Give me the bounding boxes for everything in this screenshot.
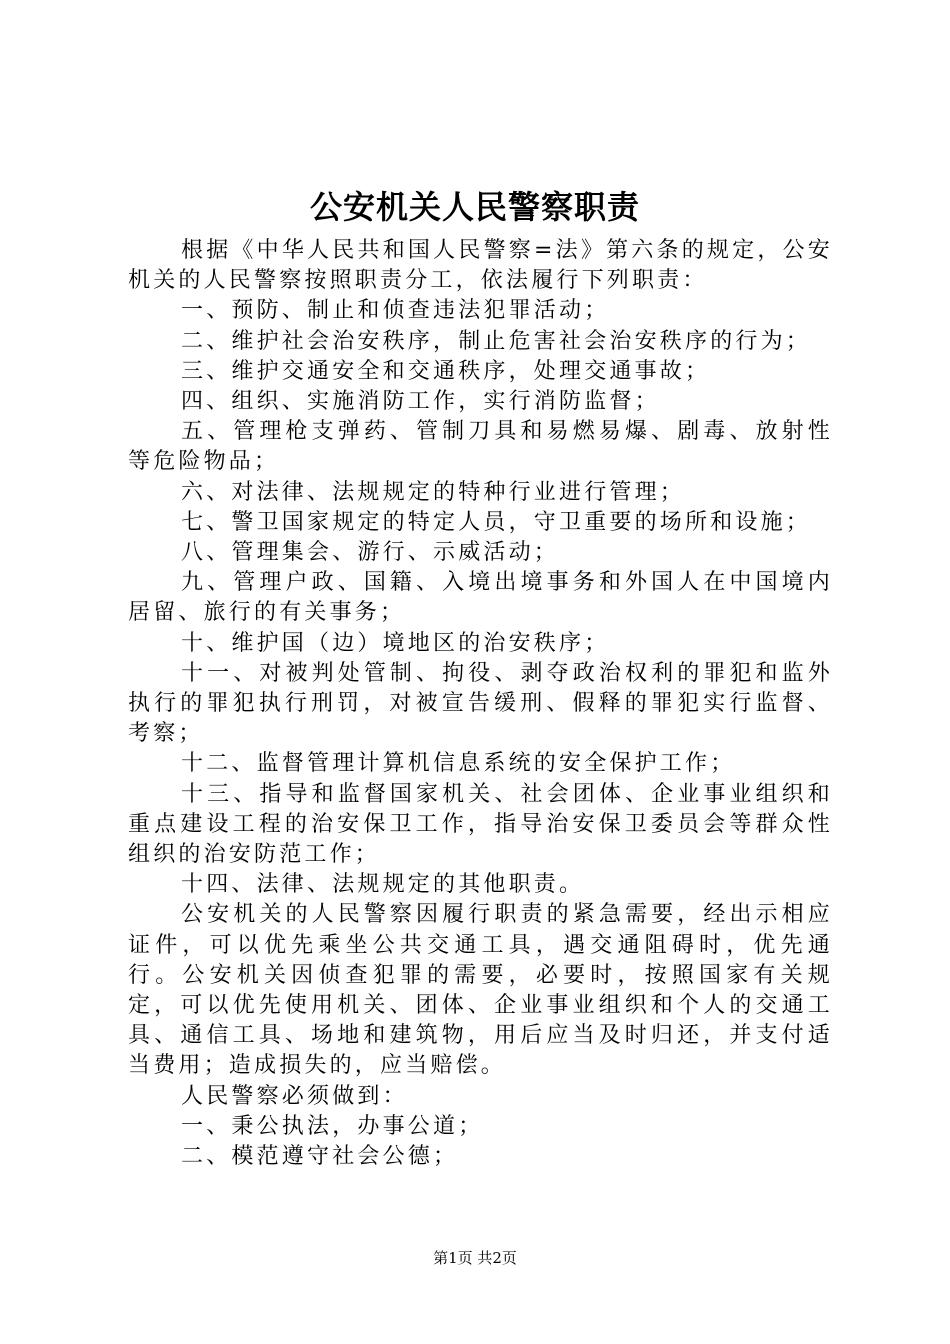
duty-item-1: 一、预防、制止和侦查违法犯罪活动；: [181, 298, 610, 324]
paragraph-intro: 根据《中华人民共和国人民警察=法》第六条的规定，公安机关的人民警察按照职责分工，依法履行下列职责：: [128, 238, 833, 294]
duty-item-9: 九、管理户政、国籍、入境出境事务和外国人在中国境内居留、旅行的有关事务；: [128, 570, 833, 626]
duty-item-11: 十一、对被判处管制、拘役、剥夺政治权利的罪犯和监外执行的罪犯执行刑罚，对被宣告缓刑、假释的罪犯实行监督、考察；: [128, 660, 833, 747]
document-title: 公安机关人民警察职责: [309, 188, 640, 226]
duty-item-3: 三、维护交通安全和交通秩序，处理交通事故；: [181, 358, 711, 384]
duty-item-7: 七、警卫国家规定的特定人员，守卫重要的场所和设施；: [181, 509, 812, 535]
duty-item-4: 四、组织、实施消防工作，实行消防监督；: [181, 389, 660, 415]
duty-item-2: 二、维护社会治安秩序，制止危害社会治安秩序的行为；: [181, 328, 812, 354]
paragraph-priority-rights: 公安机关的人民警察因履行职责的紧急需要，经出示相应证件，可以优先乘坐公共交通工具，遇交通阻碍时，优先通行。公安机关因侦查犯罪的需要，必要时，按照国家有关规定，可以优先使用机关、团体、企业事业组织和个人的交通工具、通信工具、场地和建筑物，用后应当及时归还，并支付适当费用；造成损失的，应当赔偿。: [128, 902, 833, 1079]
duty-item-5: 五、管理枪支弹药、管制刀具和易燃易爆、剧毒、放射性等危险物品；: [128, 419, 833, 475]
paragraph-requirements-intro: 人民警察必须做到：: [181, 1083, 408, 1109]
duty-item-8: 八、管理集会、游行、示威活动；: [181, 540, 560, 566]
duty-item-13: 十三、指导和监督国家机关、社会团体、企业事业组织和重点建设工程的治安保卫工作，指导治安保卫委员会等群众性组织的治安防范工作；: [128, 781, 833, 868]
document-body: [128, 236, 833, 1172]
duty-item-14: 十四、法律、法规规定的其他职责。: [181, 872, 585, 898]
requirement-item-1: 一、秉公执法，办事公道；: [181, 1113, 484, 1139]
duty-item-6: 六、对法律、法规规定的特种行业进行管理；: [181, 479, 686, 505]
page-number-footer: 第1页 共2页: [433, 1249, 517, 1267]
duty-item-12: 十二、监督管理计算机信息系统的安全保护工作；: [181, 751, 736, 777]
requirement-item-2: 二、模范遵守社会公德；: [181, 1144, 459, 1170]
duty-item-10: 十、维护国（边）境地区的治安秩序；: [181, 630, 610, 656]
